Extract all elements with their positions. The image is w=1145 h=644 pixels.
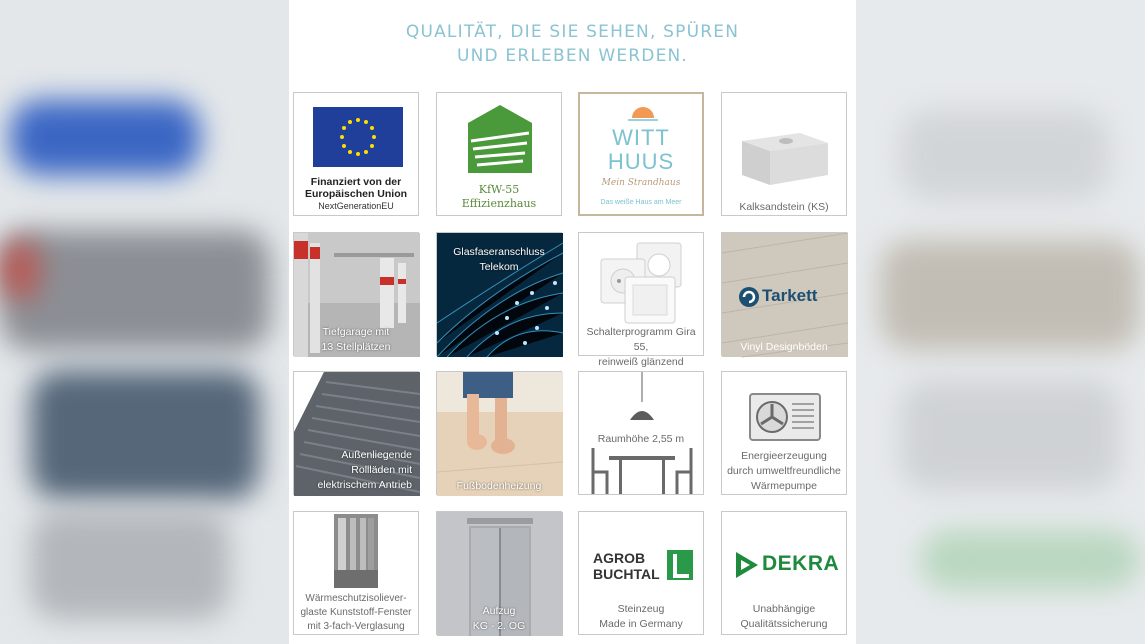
tile-kalksandstein: Kalksandstein (KS) [721, 92, 847, 216]
dining-table-icon [579, 446, 705, 496]
kfw-house-icon [437, 103, 563, 183]
tile-waermepumpe: Energieerzeugung durch umweltfreundliche Wärmepumpe [721, 371, 847, 495]
tile-kfw-55: KfW-55 Effizienzhaus [436, 92, 562, 216]
tarkett-logo: Tarkett [762, 286, 818, 305]
tile-eu-funding: Finanziert von der Europäischen Union NextGenerationEU [293, 92, 419, 216]
agrob-mark-icon [667, 550, 693, 580]
dekra-logo: DEKRA [762, 552, 840, 575]
eu-flag-icon [294, 107, 420, 187]
tile-dekra: DEKRA Unabhängige Qualitätssicherung [721, 511, 847, 635]
dekra-mark-icon [734, 550, 760, 580]
tile-agrob-buchtal: AGROB BUCHTAL Steinzeug Made in Germany [578, 511, 704, 635]
tarkett-icon [738, 286, 760, 308]
page-heading: QUALITÄT, DIE SIE SEHEN, SPÜREN UND ERLEBEN WERDEN. [405, 22, 740, 66]
heat-pump-icon [722, 390, 848, 450]
tile-aufzug: Aufzug KG - 2. OG [436, 511, 562, 635]
pendant-lamp-icon [579, 372, 705, 432]
tile-vinyl: Tarkett Vinyl Designböden [721, 232, 847, 356]
floor-heating-photo [437, 372, 563, 496]
window-profile-icon [294, 514, 420, 594]
limestone-block-icon [722, 123, 848, 203]
sun-icon [580, 104, 706, 124]
light-switch-icon [579, 237, 705, 327]
tile-witt-huus: WITT HUUS Mein Strandhaus Das weiße Haus am Meer [578, 92, 704, 216]
tile-rolllaeden: Außenliegende Rollläden mit elektrischem Antrieb [293, 371, 419, 495]
quality-panel [289, 0, 856, 644]
tile-schalterprogramm: Schalterprogramm Gira 55, reinweiß glänzend [578, 232, 704, 356]
tile-glasfaser: Glasfaseranschluss Telekom [436, 232, 562, 356]
tile-tiefgarage: Tiefgarage mit 13 Stellplätzen [293, 232, 419, 356]
tile-raumhoehe: Raumhöhe 2,55 m [578, 371, 704, 495]
tile-fenster: Wärmeschutzisoliever- glaste Kunststoff-Fenster mit 3-fach-Verglasung [293, 511, 419, 635]
agrob-buchtal-logo: AGROB BUCHTAL [593, 550, 660, 582]
tile-fussbodenheizung: Fußbodenheizung [436, 371, 562, 495]
